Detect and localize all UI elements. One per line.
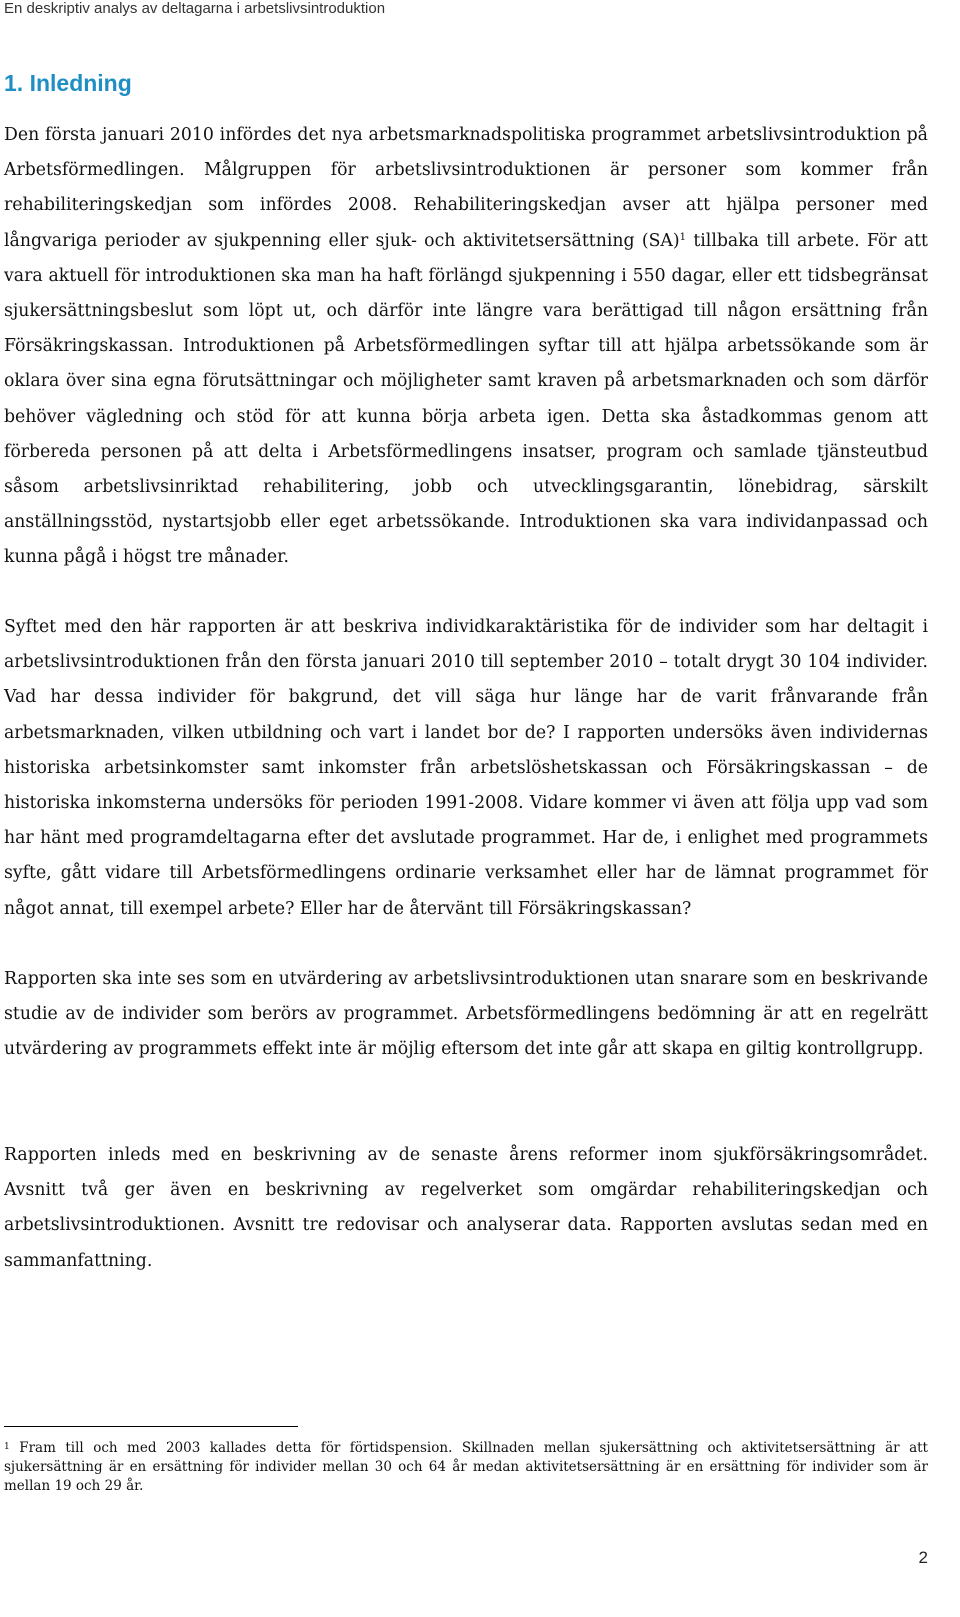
paragraph-outline: Rapporten inleds med en beskrivning av de senaste årens reformer inom sjukförsäkringsområdet. Avsnitt två ger även en beskrivning av regelverket som omgärdar rehabiliteringskedjan och arbetslivsintroduktionen. Avsnitt tre redovisar och analyserar data. Rapporten avslutas sedan med en sammanfattning. bbox=[4, 1145, 928, 1271]
paragraph-purpose: Syftet med den här rapporten är att beskriva individkaraktäristika för de individer som har deltagit i arbetslivsintroduktionen från den första januari 2010 till september 2010 – totalt drygt 30 104 individer. Vad har dessa individer för bakgrund, det vill säga hur länge har de varit frånvarande från arbetsmarknaden, vilken utbildning och vart i landet bor de? I rapporten undersöks även individernas historiska arbetsinkomster samt inkomster från arbetslöshetskassan och Försäkringskassan – de historiska inkomsterna undersöks för perioden 1991-2008. Vidare kommer vi även att följa upp vad som har hänt med programdeltagarna efter det avslutade programmet. Har de, i enlighet med programmets syfte, gått vidare till Arbetsförmedlingens ordinarie verksamhet eller har de lämnat programmet för något annat, till exempel arbete? Eller har de återvänt till Försäkringskassan? bbox=[4, 617, 928, 919]
paragraph-intro-text-b: tillbaka till arbete. För att vara aktuell för introduktionen ska man ha haft förlängd sjukpenning i 550 dagar, eller ett tidsbegränsat sjukersättningsbeslut som löpt ut, och därför inte längre vara berättigad till någon ersättning från Försäkringskassan. Introduktionen på Arbetsförmedlingen syftar till att hjälpa arbetssökande som är oklara över sina egna förutsättningar och möjligheter samt kraven på arbetsmarknaden och som därför behöver vägledning och stöd för att kunna börja arbeta igen. Detta ska åstadkommas genom att förbereda personen på att delta i Arbetsförmedlingens insatser, program och samlade tjänsteutbud såsom arbetslivsinriktad rehabilitering, jobb och utvecklingsgarantin, lönebidrag, särskilt anställningsstöd, nystartsjobb eller eget arbetssökande. Introduktionen ska vara individanpassad och kunna pågå i högst tre månader. bbox=[4, 230, 929, 568]
footnote-divider bbox=[4, 1426, 298, 1427]
section-title: 1. Inledning bbox=[4, 70, 132, 96]
page-number: 2 bbox=[918, 1548, 928, 1567]
footnote bbox=[4, 1439, 928, 1497]
paragraph-intro bbox=[4, 118, 928, 576]
paragraph-scope: Rapporten ska inte ses som en utvärdering av arbetslivsintroduktionen utan snarare som en beskrivande studie av de individer som berörs av programmet. Arbetsförmedlingens bedömning är att en regelrätt utvärdering av programmets effekt inte är möjlig eftersom det inte går att skapa en giltig kontrollgrupp. bbox=[4, 969, 928, 1060]
paragraph-intro-text-a: Den första januari 2010 infördes det nya arbetsmarknadspolitiska programmet arbetslivsintroduktion på Arbetsförmedlingen. Målgruppen för arbetslivsintroduktionen är personer som kommer från rehabiliteringskedjan som infördes 2008. Rehabiliteringskedjan avser att hjälpa personer med långvariga perioder av sjukpenning eller sjuk- och aktivitetsersättning (SA) bbox=[4, 125, 928, 251]
running-header: En deskriptiv analys av deltagarna i arbetslivsintroduktion bbox=[4, 0, 386, 17]
footnote-reference[interactable]: 1 bbox=[679, 231, 687, 243]
footnote-text: Fram till och med 2003 kallades detta för förtidspension. Skillnaden mellan sjukersättning och aktivitetsersättning är att sjukersättning är en ersättning för individer mellan 30 och 64 år medan aktivitetsersättning är en ersättning för individer som är mellan 19 och 29 år. bbox=[4, 1440, 928, 1495]
footnote-marker: 1 bbox=[4, 1442, 10, 1452]
